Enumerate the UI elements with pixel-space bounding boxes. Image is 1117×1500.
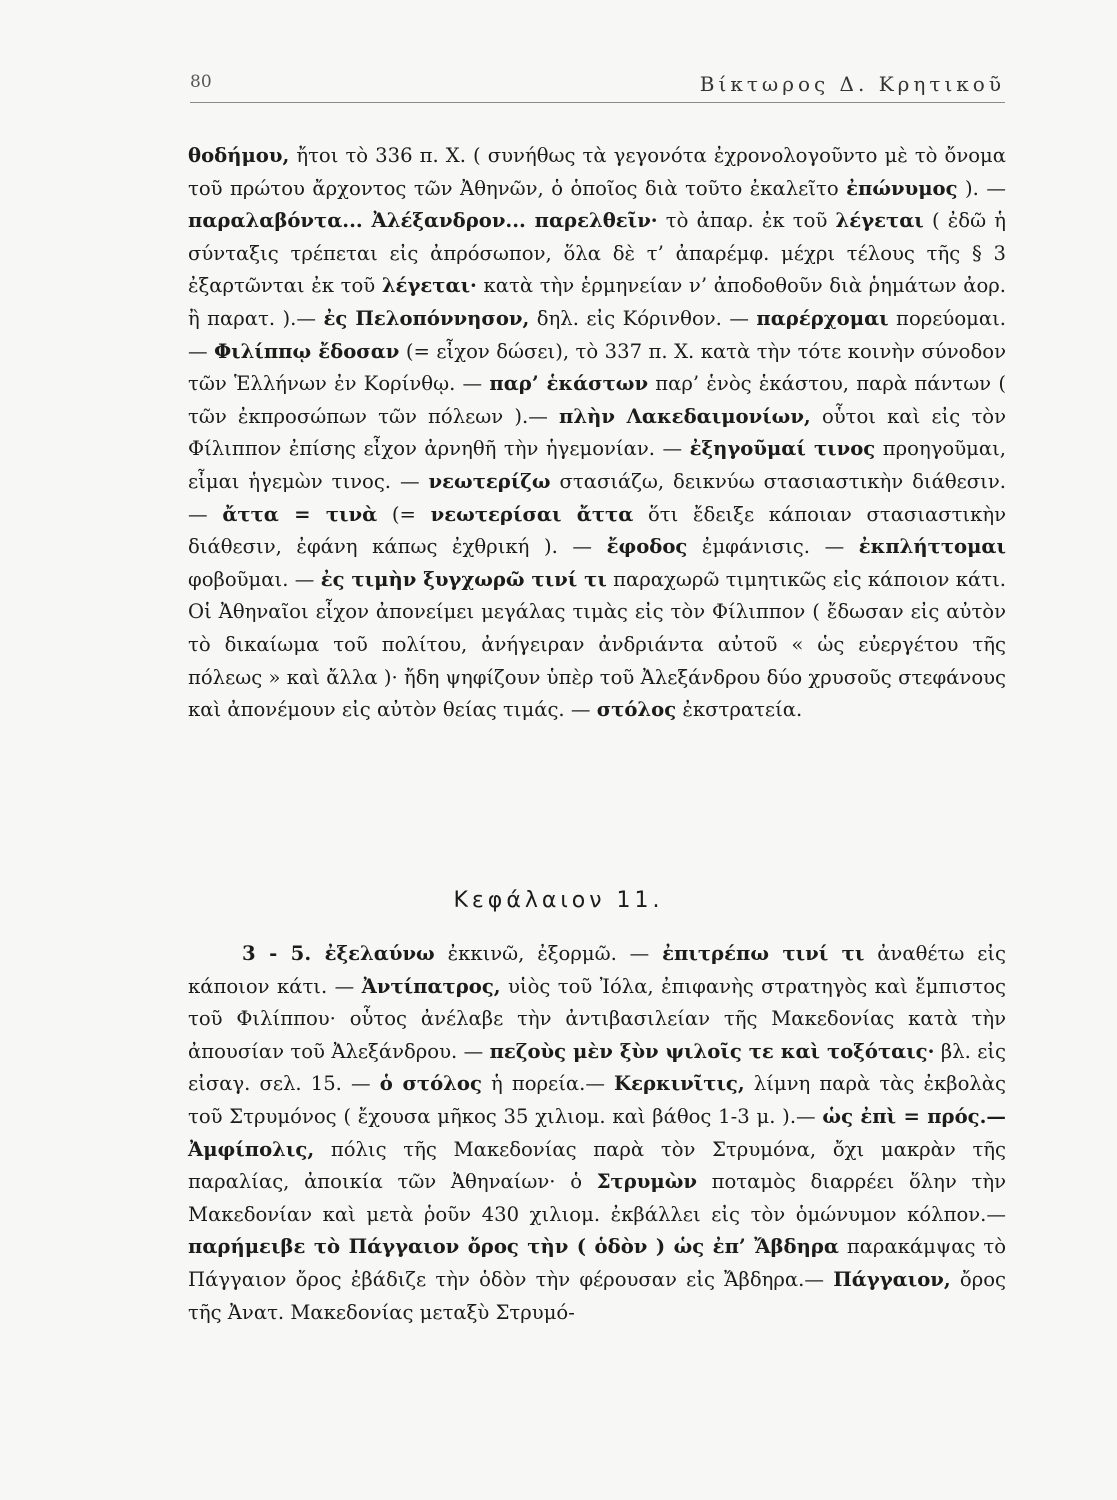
page-number: 80 bbox=[190, 72, 212, 92]
commentary-paragraph-2 bbox=[188, 938, 1006, 1329]
lemma-term: νεωτερίσαι ἄττα bbox=[430, 502, 634, 526]
gloss-text: παρ’ ἑνὸς ἑκάστου, παρὰ πάντων ( τῶν ἐκπροσώπων τῶν πόλεων ).— bbox=[188, 372, 1006, 428]
lemma-term: παρέρχομαι bbox=[756, 306, 889, 330]
gloss-text: (= εἶχον δώσει), τὸ 337 π. Χ. κατὰ τὴν τότε κοινὴν σύνοδον τῶν Ἑλλήνων ἐν Κορίνθῳ. — bbox=[188, 339, 1006, 396]
lemma-term: Κερκινῖτις, bbox=[614, 1072, 745, 1096]
lemma-term: ἐς Πελοπόννησον, bbox=[323, 306, 530, 330]
gloss-text: οὗτοι καὶ εἰς τὸν Φίλιππον ἐπίσης εἶχον ἀρνηθῆ τὴν ἡγεμονίαν. — bbox=[188, 404, 1006, 461]
lemma-term: θοδήμου, bbox=[188, 144, 290, 167]
gloss-text: λίμνη παρὰ τὰς ἐκβολὰς τοῦ Στρυμόνος ( ἔχουσα μῆκος 35 χιλιομ. καὶ βάθος 1-3 μ. ).— bbox=[188, 1072, 1006, 1128]
commentary-paragraph-1 bbox=[188, 140, 1006, 727]
gloss-text: ὅτι ἔδειξε κάποιαν στασιαστικὴν διάθεσιν, ἐφάνη κάπως ἐχθρική ). — bbox=[188, 502, 1007, 559]
lemma-term: ὡς ἐπὶ = πρός.— Ἀμφίπολις, bbox=[188, 1104, 1006, 1161]
lemma-term: παραλαβόντα... Ἀλέξανδρον... παρελθεῖν· bbox=[188, 209, 658, 233]
gloss-text: ποταμὸς διαρρέει ὅλην τὴν Μακεδονίαν καὶ μετὰ ῥοῦν 430 χιλιομ. ἐκβάλλει εἰς τὸν ὁμώνυμον κόλπον.— bbox=[188, 1170, 1006, 1226]
lemma-term: πεζοὺς μὲν ξὺν ψιλοῖς τε καὶ τοξόταις· bbox=[489, 1039, 935, 1063]
lemma-term: Πάγγαιον, bbox=[833, 1267, 951, 1291]
lemma-term: ἐπιτρέπω τινί τι bbox=[662, 942, 865, 965]
gloss-text: ἡ πορεία.— bbox=[481, 1072, 615, 1096]
paragraph-text bbox=[188, 140, 1006, 727]
gloss-text: υἱὸς τοῦ Ἰόλα, ἐπιφανὴς στρατηγὸς καὶ ἔμπιστος τοῦ Φιλίππου· οὗτος ἀνέλαβε τὴν ἀντιβασιλείαν τῆς Μακεδονίας κατὰ τὴν ἀπουσίαν τοῦ Ἀλεξάνδρου. — bbox=[188, 974, 1006, 1063]
lemma-term: παρήμειβε τὸ Πάγγαιον ὄρος τὴν ( ὁδὸν ) ὡς ἐπ’ Ἄβδηρα bbox=[188, 1235, 839, 1259]
lemma-term: νεωτερίζω bbox=[428, 469, 551, 493]
lemma-term: ἔφοδος bbox=[606, 535, 688, 559]
gloss-text: βλ. εἰς εἰσαγ. σελ. 15. — bbox=[188, 1039, 1006, 1096]
gloss-text: δηλ. εἰς Κόρινθον. — bbox=[529, 306, 757, 330]
gloss-text: παρακάμψας τὸ Πάγγαιον ὄρος ἐβάδιζε τὴν ὁδὸν τὴν φέρουσαν εἰς Ἄβδηρα.— bbox=[188, 1235, 1006, 1291]
lemma-term: ἐξηγοῦμαί τινος bbox=[689, 437, 876, 461]
gloss-text: ἐμφάνισις. — bbox=[687, 535, 859, 559]
gloss-text: κατὰ τὴν ἑρμηνείαν ν’ ἀποδοθοῦν διὰ ῥημάτων ἀορ. ἢ παρατ. ).— bbox=[188, 274, 1006, 330]
lemma-term: ὁ στόλος bbox=[379, 1072, 482, 1096]
lemma-term: παρ’ ἑκάστων bbox=[489, 372, 649, 396]
gloss-text: ἀναθέτω εἰς κάποιον κάτι. — bbox=[188, 942, 1007, 998]
gloss-text: τὸ ἀπαρ. ἐκ τοῦ bbox=[657, 209, 836, 233]
page-header bbox=[190, 72, 1005, 103]
lemma-term: πλὴν Λακεδαιμονίων, bbox=[559, 404, 811, 428]
gloss-text: (= bbox=[377, 502, 431, 526]
gloss-text: ἤτοι τὸ 336 π. Χ. ( συνήθως τὰ γεγονότα ἐχρονολογοῦντο μὲ τὸ ὄνομα τοῦ πρώτου ἄρχοντος τῶν Ἀθηνῶν, ὁ ὁποῖος διὰ τοῦτο ἐκαλεῖτο bbox=[188, 144, 1006, 200]
chapter-heading: Κεφάλαιον 11. bbox=[453, 888, 664, 913]
gloss-text: προηγοῦμαι, εἶμαι ἡγεμὼν τινος. — bbox=[188, 437, 1006, 493]
lemma-term: Φιλίππῳ ἔδοσαν bbox=[214, 339, 400, 363]
gloss-text: ἐκκινῶ, ἐξορμῶ. — bbox=[434, 942, 663, 965]
lemma-term: ἐπώνυμος bbox=[846, 176, 958, 200]
gloss-text: ὄρος τῆς Ἀνατ. Μακεδονίας μεταξὺ Στρυμό- bbox=[188, 1267, 1006, 1324]
gloss-text: φοβοῦμαι. — bbox=[188, 567, 321, 591]
lemma-term: στόλος bbox=[596, 698, 677, 722]
gloss-text: στασιάζω, δεικνύω στασιαστικὴν διάθεσιν. — bbox=[188, 469, 1006, 526]
lemma-term: 3 - 5. ἐξελαύνω bbox=[242, 942, 435, 965]
lemma-term: λέγεται bbox=[835, 209, 924, 233]
gloss-text: ( ἐδῶ ἡ σύνταξις τρέπεται εἰς ἀπρόσωπον, ὅλα δὲ τ’ ἀπαρέμφ. μέχρι τέλους τῆς § 3 ἐξαρτῶνται ἐκ τοῦ bbox=[188, 209, 1006, 298]
running-head: Βίκτωρος Δ. Κρητικοῦ bbox=[699, 72, 1005, 96]
lemma-term: ἐς τιμὴν ξυγχωρῶ τινί τι bbox=[320, 567, 607, 591]
gloss-text: πορεύομαι. — bbox=[188, 306, 1006, 363]
gloss-text: παραχωρῶ τιμητικῶς εἰς κάποιον κάτι. Οἱ Ἀθηναῖοι εἶχον ἀπονείμει μεγάλας τιμὰς εἰς τὸν Φίλιππον ( ἔδωσαν εἰς αὐτὸν τὸ δικαίωμα τοῦ πολίτου, ἀνήγειραν ἀνδριάντα αὐτοῦ « ὡς εὐεργέτου τῆς πόλεως » καὶ ἄλλα )· ἤδη ψηφίζουν ὑπὲρ τοῦ Ἀλεξάνδρου δύο χρυσοῦς στεφάνους καὶ ἀπονέμουν εἰς αὐτὸν θείας τιμάς. — bbox=[188, 567, 1006, 722]
lemma-term: ἄττα = τινὰ bbox=[222, 502, 378, 526]
lemma-term: λέγεται· bbox=[381, 274, 477, 298]
gloss-text: πόλις τῆς Μακεδονίας παρὰ τὸν Στρυμόνα, ὄχι μακρὰν τῆς παραλίας, ἀποικία τῶν Ἀθηναίων· ὁ bbox=[188, 1137, 1006, 1194]
lemma-term: Στρυμὼν bbox=[596, 1170, 697, 1194]
gloss-text: ). — bbox=[957, 176, 1006, 200]
lemma-term: ἐκπλήττομαι bbox=[858, 535, 1006, 559]
paragraph-text bbox=[188, 938, 1006, 1329]
lemma-term: Ἀντίπατρος, bbox=[361, 974, 501, 998]
gloss-text: ἐκστρατεία. bbox=[676, 698, 803, 722]
